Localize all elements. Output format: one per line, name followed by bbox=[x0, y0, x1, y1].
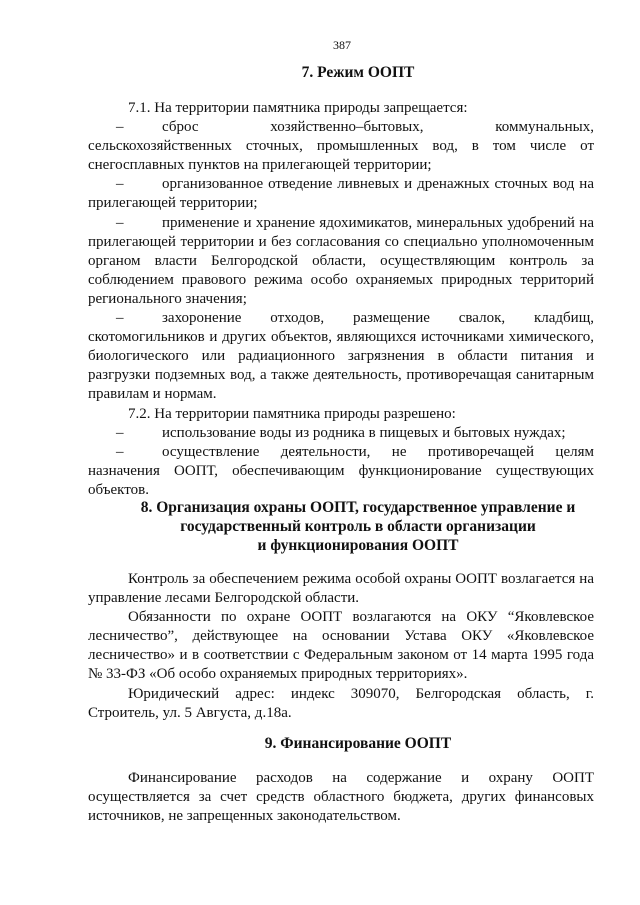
list-item bbox=[88, 443, 594, 500]
list-item-text: применение и хранение ядохимикатов, минеральных удобрений на прилегающей территории и без согласования со специально уполномоченным органом власти Белгородской области, осуществляющим контроль за соблюдением правового режима особо охраняемых природных территорий регионального значения; bbox=[88, 214, 594, 307]
section-8-title-line: и функционирования ООПТ bbox=[257, 537, 459, 554]
dash-marker: – bbox=[116, 443, 124, 460]
list-item-text: захоронение отходов, размещение свалок, кладбищ, скотомогильников и других объектов, являющихся источниками химического, биологического или радиационного загрязнения в области питания и разгрузки подземных вод, а также деятельность, противоречащая санитарным правилам и нормам. bbox=[88, 310, 594, 403]
section-9-title: 9. Финансирование ООПТ bbox=[264, 735, 452, 752]
paragraph-7-1: 7.1. На территории памятника природы запрещается: bbox=[128, 100, 468, 116]
section-8-title-line: государственный контроль в области организации bbox=[180, 518, 536, 535]
section-8-body bbox=[88, 570, 594, 723]
dash-marker: – bbox=[116, 310, 124, 327]
paragraph-8-1: Контроль за обеспечением режима особой охраны ООПТ возлагается на управление лесами Белгородской области. bbox=[88, 571, 594, 607]
list-item-text: использование воды из родника в пищевых и бытовых нуждах; bbox=[162, 424, 566, 441]
section-8-title-line: 8. Организация охраны ООПТ, государственное управление и bbox=[140, 499, 576, 516]
list-item-text: осуществление деятельности, не противоречащей целям назначения ООПТ, обеспечивающим функционирование существующих объектов. bbox=[88, 443, 594, 498]
list-item-text: организованное отведение ливневых и дренажных сточных вод на прилегающей территории; bbox=[88, 176, 594, 212]
paragraph-9-1: Финансирование расходов на содержание и охрану ООПТ осуществляется за счет средств областного бюджета, других финансовых источников, не запрещенных законодательством. bbox=[88, 770, 594, 825]
dash-marker: – bbox=[116, 214, 124, 231]
paragraph-8-2: Обязанности по охране ООПТ возлагаются на ОКУ “Яковлевское лесничество”, действующее на основании Устава ОКУ «Яковлевское лесничество» и в соответствии с Федеральным законом от 14 марта 1995 года № 33-ФЗ «Об особо охраняемых природных территориях». bbox=[88, 609, 594, 683]
section-7-title: 7. Режим ООПТ bbox=[301, 64, 415, 81]
dash-marker: – bbox=[116, 119, 124, 136]
list-item bbox=[88, 424, 594, 443]
list-item bbox=[88, 214, 594, 309]
dash-marker: – bbox=[116, 176, 124, 193]
dash-marker: – bbox=[116, 424, 124, 441]
section-8-title bbox=[88, 498, 628, 555]
section-7-body bbox=[88, 99, 594, 500]
section-9-body bbox=[88, 769, 594, 826]
list-item bbox=[88, 118, 594, 175]
list-item bbox=[88, 175, 594, 213]
page-number: 387 bbox=[333, 38, 351, 52]
list-item-text: сброс хозяйственно–бытовых, коммунальных, сельскохозяйственных сточных, промышленных вод, в том числе от снегосплавных пунктов на прилегающей территории; bbox=[88, 119, 594, 174]
paragraph-7-2: 7.2. На территории памятника природы разрешено: bbox=[128, 405, 456, 422]
paragraph-8-3: Юридический адрес: индекс 309070, Белгородская область, г. Строитель, ул. 5 Августа, д.18а. bbox=[88, 685, 594, 721]
list-item bbox=[88, 309, 594, 404]
